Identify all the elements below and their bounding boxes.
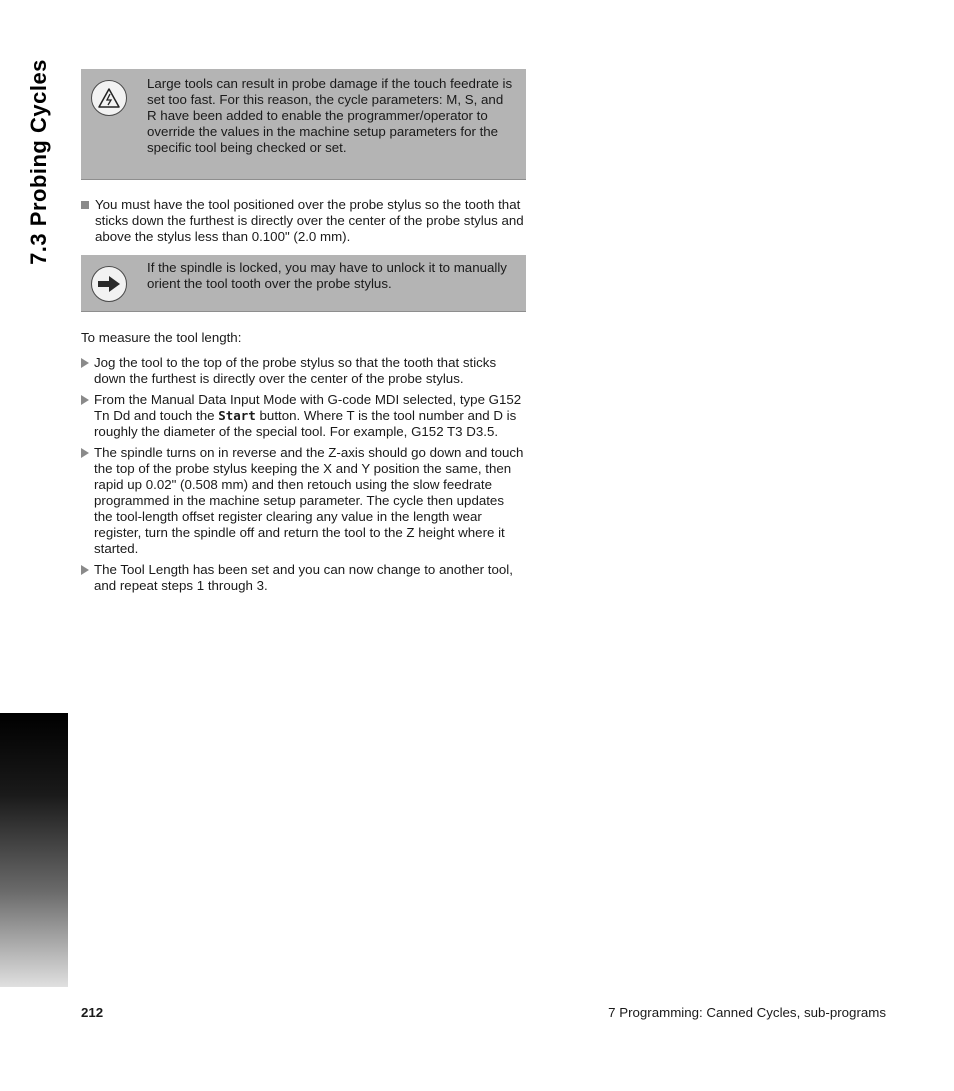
start-key-label: Start	[218, 408, 256, 423]
procedure-step	[81, 445, 526, 557]
arrow-right-icon	[91, 266, 127, 302]
bullet-item	[81, 197, 526, 245]
step-text: The spindle turns on in reverse and the Z-axis should go down and touch the top of the probe stylus keeping the X and Y position the same, then rapid up 0.02" (0.508 mm) and then retouch using the slow feedrate programmed in the machine setup parameter. The cycle then updates the tool-length offset register clearing any value in the length wear register, turn the spindle off and return the tool to the Z height where it started.	[94, 445, 524, 556]
chapter-footer: 7 Programming: Canned Cycles, sub-programs	[608, 1005, 886, 1020]
step-text	[94, 392, 526, 440]
procedure-steps	[81, 355, 526, 594]
procedure-intro: To measure the tool length:	[81, 330, 242, 345]
procedure-step	[81, 355, 526, 387]
main-content	[81, 69, 526, 594]
warning-note-text: Large tools can result in probe damage if the touch feedrate is set too fast. For this reason, the cycle parameters: M, S, and R have been added to enable the programmer/operator to override the values in the machine setup parameters for the specific tool being checked or set.	[147, 76, 513, 155]
step-text-part: From the Manual Data Input Mode with G-code MDI selected, type G152 Tn Dd and touch the	[94, 392, 522, 423]
step-text-part: button. Where T is the tool number and D is roughly the diameter of the special tool. For example, G152 T3 D3.5.	[94, 408, 517, 439]
warning-note	[81, 69, 526, 180]
step-text: The Tool Length has been set and you can now change to another tool, and repeat steps 1 through 3.	[94, 562, 513, 593]
square-bullet-icon	[81, 201, 89, 209]
triangle-bullet-icon	[81, 358, 89, 368]
procedure-step	[81, 392, 526, 440]
triangle-bullet-icon	[81, 565, 89, 575]
page-number: 212	[81, 1005, 104, 1020]
section-title-text: 7.3 Probing Cycles	[26, 59, 52, 265]
procedure-step	[81, 562, 526, 594]
info-note	[81, 255, 526, 312]
step-text: Jog the tool to the top of the probe stylus so that the tooth that sticks down the furthest is directly over the center of the probe stylus.	[94, 355, 497, 386]
bullet-text: You must have the tool positioned over the probe stylus so the tooth that sticks down the furthest is directly over the center of the probe stylus and above the stylus less than 0.100" (2.0 mm).	[95, 197, 524, 244]
section-title	[24, 52, 54, 272]
triangle-bullet-icon	[81, 448, 89, 458]
triangle-bullet-icon	[81, 395, 89, 405]
info-note-text: If the spindle is locked, you may have to unlock it to manually orient the tool tooth over the probe stylus.	[147, 260, 507, 291]
chapter-tab-gradient	[0, 713, 68, 987]
warning-triangle-icon	[91, 80, 127, 116]
